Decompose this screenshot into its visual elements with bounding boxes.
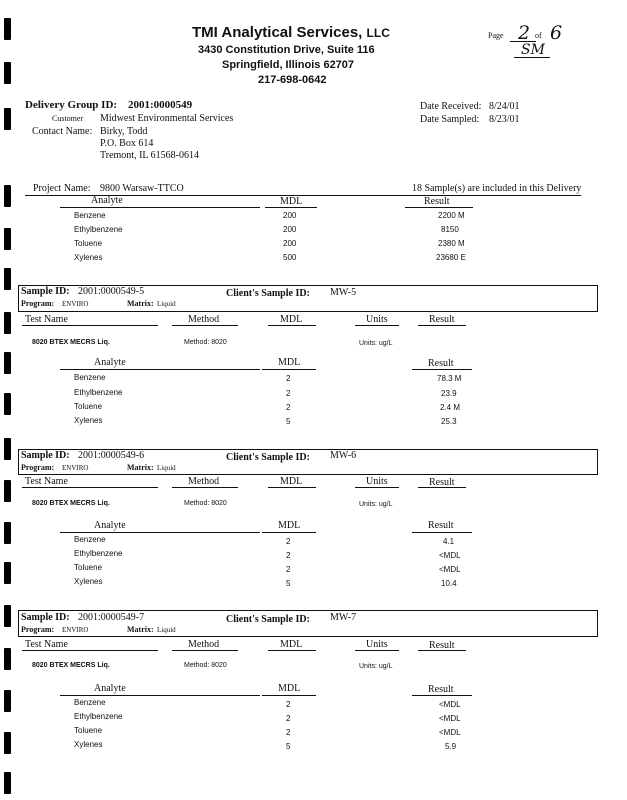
date-received-label: Date Received: [420, 101, 482, 112]
binder-hole [4, 690, 11, 712]
col-analyte: Analyte [94, 520, 126, 531]
client-sample-id-label: Client's Sample ID: [226, 614, 310, 625]
analyte: Toluene [74, 402, 103, 411]
analyte-underline [60, 695, 260, 696]
result-value: 2.4 M [440, 403, 461, 412]
binder-hole [4, 228, 11, 250]
page-label: Page [488, 31, 504, 40]
page-number: 2 [518, 22, 531, 44]
col-mdl: MDL [280, 639, 303, 650]
delivery-group-id: 2001:0000549 [128, 99, 193, 111]
mdl-underline [262, 369, 316, 370]
contact-name: Birky, Todd [100, 126, 148, 137]
analyte: Benzene [74, 698, 106, 707]
units-value: Units: ug/L [359, 663, 393, 670]
result-underline [418, 650, 466, 651]
program-value: ENVIRO [62, 464, 89, 472]
page-total: 6 [550, 22, 563, 44]
test-name: 8020 BTEX MECRS Liq. [32, 339, 110, 346]
method-value: Method: 8020 [184, 339, 227, 346]
col-test-name: Test Name [25, 314, 68, 325]
address-line-2: Springfield, Illinois 62707 [222, 59, 355, 71]
mdl-value: 5 [286, 417, 291, 426]
summary-analyte-underline [60, 207, 260, 208]
city-line: Tremont, IL 61568-0614 [100, 150, 199, 161]
col-test-name: Test Name [25, 476, 68, 487]
summary-result-underline [405, 207, 473, 208]
col-mdl: MDL [278, 357, 301, 368]
analyte: Xylenes [74, 577, 103, 586]
summary-col-analyte: Analyte [91, 195, 123, 206]
sample-id-label: Sample ID: [21, 286, 70, 297]
result-value: 10.4 [441, 579, 457, 588]
address-line-1: 3430 Constitution Drive, Suite 116 [198, 44, 375, 56]
mdl-value: 2 [286, 565, 291, 574]
mdl-value: 2 [286, 728, 291, 737]
summary-result: 2380 M [438, 239, 465, 248]
col-method: Method [188, 314, 220, 325]
matrix-label: Matrix: [127, 625, 154, 634]
result-value: <MDL [439, 728, 461, 737]
analyte: Xylenes [74, 416, 103, 425]
col-result: Result [429, 477, 455, 488]
client-sample-id-label: Client's Sample ID: [226, 452, 310, 463]
binder-hole [4, 772, 11, 794]
col-result: Result [428, 684, 454, 695]
date-received: 8/24/01 [489, 101, 520, 112]
col-analyte: Analyte [94, 357, 126, 368]
mdl-value: 5 [286, 742, 291, 751]
analyte: Xylenes [74, 740, 103, 749]
summary-result: 8150 [441, 225, 459, 234]
test-name: 8020 BTEX MECRS Liq. [32, 500, 110, 507]
test-name-underline [22, 325, 158, 326]
customer-name: Midwest Environmental Services [100, 113, 234, 124]
binder-hole [4, 393, 11, 415]
analyte: Benzene [74, 373, 106, 382]
summary-analyte: Ethylbenzene [74, 225, 123, 234]
summary-mdl: 200 [283, 225, 297, 234]
mdl-value: 2 [286, 389, 291, 398]
result-underline [418, 487, 466, 488]
matrix-value: Liquid [157, 300, 176, 308]
mdl-underline [262, 695, 316, 696]
summary-analyte: Benzene [74, 211, 106, 220]
binder-hole [4, 108, 11, 130]
result-value: 25.3 [441, 417, 457, 426]
date-sampled-label: Date Sampled: [420, 114, 480, 125]
program-label: Program: [21, 463, 55, 472]
analyte: Toluene [74, 726, 103, 735]
summary-col-result: Result [424, 196, 450, 207]
client-sample-id: MW-6 [330, 450, 357, 461]
program-label: Program: [21, 625, 55, 634]
mdl-value: 2 [286, 700, 291, 709]
summary-result: 23680 E [436, 253, 466, 262]
mdl-value: 2 [286, 403, 291, 412]
mdl-underline [262, 532, 316, 533]
program-value: ENVIRO [62, 300, 89, 308]
company-name [192, 24, 390, 41]
col-method: Method [188, 639, 220, 650]
binder-hole [4, 18, 11, 40]
mdl-value: 2 [286, 551, 291, 560]
binder-hole [4, 480, 11, 502]
method-value: Method: 8020 [184, 662, 227, 669]
matrix-label: Matrix: [127, 463, 154, 472]
contact-label: Contact Name: [32, 126, 93, 137]
analyte: Benzene [74, 535, 106, 544]
date-sampled: 8/23/01 [489, 114, 520, 125]
binder-hole [4, 268, 11, 290]
matrix-label: Matrix: [127, 299, 154, 308]
col-units: Units [366, 639, 388, 650]
binder-hole [4, 352, 11, 374]
binder-hole [4, 522, 11, 544]
result-value: 23.9 [441, 389, 457, 398]
result-value: 78.3 M [437, 374, 462, 383]
summary-mdl: 200 [283, 239, 297, 248]
summary-mdl-underline [265, 207, 317, 208]
method-underline [172, 487, 238, 488]
analyte: Ethylbenzene [74, 388, 123, 397]
binder-hole [4, 62, 11, 84]
client-sample-id: MW-5 [330, 287, 357, 298]
result-value: <MDL [439, 700, 461, 709]
units-underline [355, 487, 399, 488]
units-underline [355, 325, 399, 326]
project-label: Project Name: [33, 183, 91, 194]
summary-analyte: Toluene [74, 239, 103, 248]
method-underline [172, 650, 238, 651]
binder-hole [4, 605, 11, 627]
result-underline [412, 532, 472, 533]
summary-analyte: Xylenes [74, 253, 103, 262]
col-test-name: Test Name [25, 639, 68, 650]
binder-hole [4, 562, 11, 584]
program-value: ENVIRO [62, 626, 89, 634]
analyte: Toluene [74, 563, 103, 572]
result-value: 4.1 [443, 537, 455, 546]
initials: SM [521, 42, 545, 58]
units-underline [355, 650, 399, 651]
sample-id: 2001:0000549-6 [78, 450, 145, 461]
mdl-value: 2 [286, 714, 291, 723]
col-mdl: MDL [278, 683, 301, 694]
result-value: 5.9 [445, 742, 457, 751]
mdl-value: 2 [286, 537, 291, 546]
test-name: 8020 BTEX MECRS Liq. [32, 662, 110, 669]
test-name-underline [22, 650, 158, 651]
project-name: 9800 Warsaw-TTCO [100, 183, 184, 194]
analyte: Ethylbenzene [74, 712, 123, 721]
col-units: Units [366, 314, 388, 325]
analyte-underline [60, 369, 260, 370]
initials-underline [514, 57, 550, 58]
binder-hole [4, 438, 11, 460]
units-value: Units: ug/L [359, 501, 393, 508]
col-result: Result [429, 640, 455, 651]
phone: 217-698-0642 [258, 74, 327, 86]
mdl-value: 5 [286, 579, 291, 588]
mdl-value: 2 [286, 374, 291, 383]
col-method: Method [188, 476, 220, 487]
mdl-underline [268, 650, 316, 651]
analyte: Ethylbenzene [74, 549, 123, 558]
result-underline [412, 695, 472, 696]
sample-id: 2001:0000549-5 [78, 286, 145, 297]
client-sample-id: MW-7 [330, 612, 357, 623]
delivery-group-label: Delivery Group ID: [25, 99, 118, 111]
result-underline [418, 325, 466, 326]
binder-hole [4, 185, 11, 207]
summary-mdl: 500 [283, 253, 297, 262]
matrix-value: Liquid [157, 626, 176, 634]
binder-hole [4, 312, 11, 334]
company-suffix: LLC [366, 26, 390, 40]
result-value: <MDL [439, 551, 461, 560]
col-mdl: MDL [280, 476, 303, 487]
result-underline [412, 369, 472, 370]
col-result: Result [428, 358, 454, 369]
po-box: P.O. Box 614 [100, 138, 154, 149]
result-value: <MDL [439, 565, 461, 574]
mdl-underline [268, 325, 316, 326]
col-result: Result [428, 520, 454, 531]
col-mdl: MDL [280, 314, 303, 325]
page-of: of [535, 31, 542, 40]
samples-note: 18 Sample(s) are included in this Delivery [412, 183, 582, 194]
client-sample-id-label: Client's Sample ID: [226, 288, 310, 299]
summary-col-mdl: MDL [280, 196, 303, 207]
analyte-underline [60, 532, 260, 533]
test-name-underline [22, 487, 158, 488]
method-underline [172, 325, 238, 326]
result-value: <MDL [439, 714, 461, 723]
customer-label: Customer [52, 114, 84, 123]
sample-id-label: Sample ID: [21, 612, 70, 623]
summary-mdl: 200 [283, 211, 297, 220]
units-value: Units: ug/L [359, 340, 393, 347]
sample-id: 2001:0000549-7 [78, 612, 145, 623]
binder-hole [4, 732, 11, 754]
program-label: Program: [21, 299, 55, 308]
company-name-text: TMI Analytical Services, [192, 24, 363, 41]
sample-id-label: Sample ID: [21, 450, 70, 461]
summary-result: 2200 M [438, 211, 465, 220]
binder-hole [4, 648, 11, 670]
col-mdl: MDL [278, 520, 301, 531]
col-units: Units [366, 476, 388, 487]
matrix-value: Liquid [157, 464, 176, 472]
col-result: Result [429, 314, 455, 325]
col-analyte: Analyte [94, 683, 126, 694]
mdl-underline [268, 487, 316, 488]
method-value: Method: 8020 [184, 500, 227, 507]
